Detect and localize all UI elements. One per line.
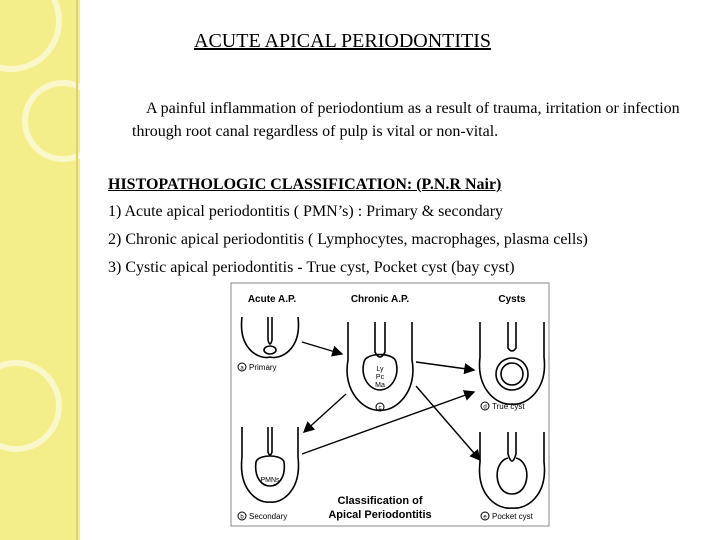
header-chronic: Chronic A.P. xyxy=(350,294,410,305)
label-letter-secondary: b xyxy=(240,514,244,521)
arrow-primary-to-chronic xyxy=(302,342,342,354)
label-true-cyst: True cyst xyxy=(492,402,525,411)
decorative-circle xyxy=(22,80,80,162)
header-cysts: Cysts xyxy=(498,294,526,305)
cell-label-ma: Ma xyxy=(375,382,385,389)
classification-diagram xyxy=(230,282,550,527)
tooth-root-acute-secondary xyxy=(242,427,299,502)
progression-arrows xyxy=(302,342,480,460)
label-letter-primary: a xyxy=(240,365,244,372)
arrow-chronic-to-secondary xyxy=(304,394,346,432)
tooth-root-acute-primary xyxy=(242,317,299,358)
label-secondary: Secondary xyxy=(249,512,288,521)
decorative-sidebar xyxy=(0,0,80,540)
classification-figure xyxy=(230,282,550,527)
label-letter-pocket-cyst: e xyxy=(483,514,487,521)
classification-item-1: 1) Acute apical periodontitis ( PMN’s) : Primary & secondary xyxy=(108,203,504,220)
tooth-root-true-cyst xyxy=(480,322,545,404)
arrow-chronic-to-true-cyst xyxy=(416,362,474,370)
label-letter-true-cyst: d xyxy=(483,404,487,411)
label-pocket-cyst: Pocket cyst xyxy=(492,512,533,521)
cell-label-ly: Ly xyxy=(376,366,384,373)
classification-item-2: 2) Chronic apical periodontitis ( Lymphocytes, macrophages, plasma cells) xyxy=(108,231,588,248)
classification-item-3: 3) Cystic apical periodontitis - True cyst, Pocket cyst (bay cyst) xyxy=(108,259,515,276)
decorative-circle xyxy=(0,360,62,452)
label-primary: Primary xyxy=(249,363,277,372)
definition-text: A painful inflammation of periodontium as a result of trauma, irritation or infection through root canal regardless of pulp is vital or non-vital. xyxy=(132,100,680,140)
figure-caption-line1: Classification of xyxy=(337,495,423,507)
cell-label-pc: Pc xyxy=(375,374,385,381)
label-letter-chronic: c xyxy=(378,405,382,412)
classification-heading: HISTOPATHOLOGIC CLASSIFICATION: (P.N.R Nair) xyxy=(108,176,502,193)
arrow-chronic-to-pocket-cyst xyxy=(416,386,480,460)
figure-caption-line2: Apical Periodontitis xyxy=(328,509,432,521)
slide-title: ACUTE APICAL PERIODONTITIS xyxy=(194,30,492,52)
tooth-root-pocket-cyst xyxy=(480,432,545,508)
cell-label-pmns: PMNs xyxy=(260,477,280,484)
sidebar-divider xyxy=(76,0,78,540)
header-acute: Acute A.P. xyxy=(247,294,297,305)
decorative-circle xyxy=(0,0,62,72)
